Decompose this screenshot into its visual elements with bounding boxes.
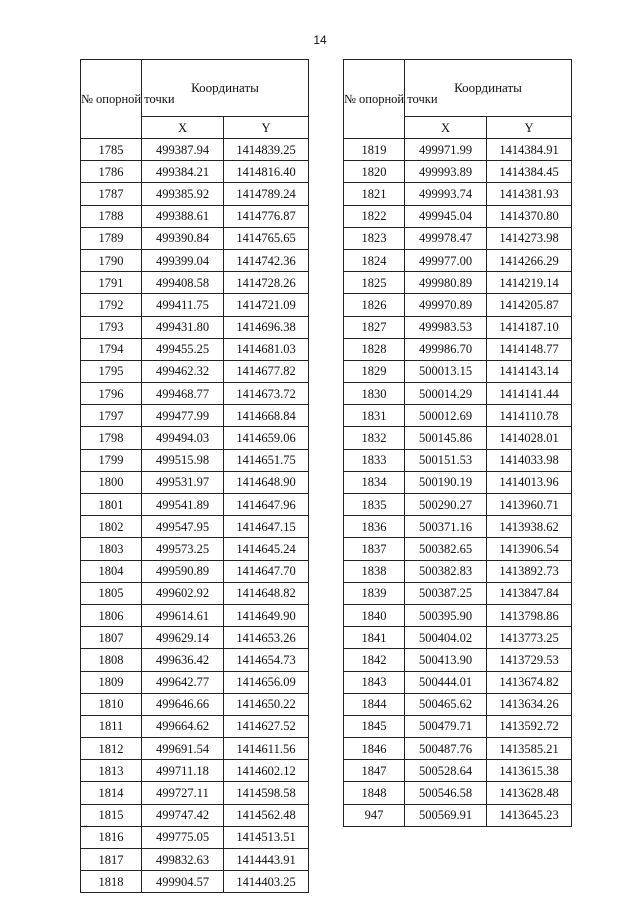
point-number-cell: 1838 — [344, 560, 405, 582]
table-row — [344, 760, 572, 782]
table-row — [81, 826, 309, 848]
x-coordinate-cell: 499775.05 — [142, 826, 224, 848]
table-row — [344, 649, 572, 671]
x-coordinate-cell: 499945.04 — [405, 205, 487, 227]
x-coordinate-cell: 499455.25 — [142, 338, 224, 360]
y-coordinate-cell: 1414839.25 — [224, 139, 309, 161]
y-coordinate-cell: 1414273.98 — [487, 227, 572, 249]
x-coordinate-cell: 499494.03 — [142, 427, 224, 449]
x-coordinate-cell: 500014.29 — [405, 383, 487, 405]
point-number-cell: 1813 — [81, 760, 142, 782]
table-row — [81, 205, 309, 227]
y-coordinate-cell: 1414028.01 — [487, 427, 572, 449]
table-row — [81, 405, 309, 427]
y-coordinate-cell: 1414219.14 — [487, 272, 572, 294]
y-coordinate-cell: 1413615.38 — [487, 760, 572, 782]
y-coordinate-cell: 1414789.24 — [224, 183, 309, 205]
point-number-cell: 1791 — [81, 272, 142, 294]
x-coordinate-cell: 499691.54 — [142, 738, 224, 760]
y-coordinate-cell: 1413729.53 — [487, 649, 572, 671]
point-number-cell: 1825 — [344, 272, 405, 294]
y-header: Y — [487, 117, 572, 139]
table-row — [81, 427, 309, 449]
x-coordinate-cell: 500569.91 — [405, 804, 487, 826]
point-number-cell: 1810 — [81, 693, 142, 715]
x-coordinate-cell: 499399.04 — [142, 249, 224, 271]
x-coordinate-cell: 499642.77 — [142, 671, 224, 693]
point-number-cell: 1848 — [344, 782, 405, 804]
x-coordinate-cell: 500404.02 — [405, 627, 487, 649]
table-row — [81, 849, 309, 871]
y-coordinate-cell: 1414742.36 — [224, 249, 309, 271]
x-coordinate-cell: 499832.63 — [142, 849, 224, 871]
x-coordinate-cell: 499411.75 — [142, 294, 224, 316]
point-number-cell: 1840 — [344, 604, 405, 626]
point-number-cell: 1823 — [344, 227, 405, 249]
point-number-cell: 1794 — [81, 338, 142, 360]
x-coordinate-cell: 500444.01 — [405, 671, 487, 693]
table-row — [81, 338, 309, 360]
x-coordinate-cell: 499636.42 — [142, 649, 224, 671]
table-row — [344, 494, 572, 516]
y-coordinate-cell: 1414673.72 — [224, 383, 309, 405]
table-row — [81, 139, 309, 161]
table-row — [344, 294, 572, 316]
y-coordinate-cell: 1414143.14 — [487, 360, 572, 382]
table-row — [344, 249, 572, 271]
point-number-cell: 1808 — [81, 649, 142, 671]
point-number-cell: 1822 — [344, 205, 405, 227]
y-coordinate-cell: 1414370.80 — [487, 205, 572, 227]
table-row — [81, 383, 309, 405]
x-coordinate-cell: 500413.90 — [405, 649, 487, 671]
table-row — [81, 604, 309, 626]
x-coordinate-cell: 499664.62 — [142, 715, 224, 737]
point-number-cell: 1802 — [81, 516, 142, 538]
point-number-cell: 1786 — [81, 161, 142, 183]
x-coordinate-cell: 499385.92 — [142, 183, 224, 205]
point-number-cell: 1785 — [81, 139, 142, 161]
point-number-cell: 1846 — [344, 738, 405, 760]
point-number-cell: 1836 — [344, 516, 405, 538]
y-coordinate-cell: 1413798.86 — [487, 604, 572, 626]
y-coordinate-cell: 1414187.10 — [487, 316, 572, 338]
x-coordinate-cell: 500528.64 — [405, 760, 487, 782]
point-number-cell: 1792 — [81, 294, 142, 316]
x-coordinate-cell: 499390.84 — [142, 227, 224, 249]
y-coordinate-cell: 1414765.65 — [224, 227, 309, 249]
y-coordinate-cell: 1414647.15 — [224, 516, 309, 538]
table-row — [81, 272, 309, 294]
point-number-cell: 1789 — [81, 227, 142, 249]
table-row — [81, 671, 309, 693]
point-number-cell: 1797 — [81, 405, 142, 427]
table-row — [344, 738, 572, 760]
table-row — [344, 782, 572, 804]
point-number-cell: 1818 — [81, 871, 142, 893]
table-row — [344, 582, 572, 604]
x-coordinate-cell: 499547.95 — [142, 516, 224, 538]
x-coordinate-cell: 500387.25 — [405, 582, 487, 604]
table-row — [344, 205, 572, 227]
x-coordinate-cell: 500395.90 — [405, 604, 487, 626]
point-number-cell: 1816 — [81, 826, 142, 848]
table-row — [344, 538, 572, 560]
y-coordinate-cell: 1414562.48 — [224, 804, 309, 826]
x-coordinate-cell: 499462.32 — [142, 360, 224, 382]
y-coordinate-cell: 1414205.87 — [487, 294, 572, 316]
point-number-cell: 1811 — [81, 715, 142, 737]
x-coordinate-cell: 499727.11 — [142, 782, 224, 804]
x-coordinate-cell: 499977.00 — [405, 249, 487, 271]
x-coordinate-cell: 500371.16 — [405, 516, 487, 538]
x-coordinate-cell: 499993.89 — [405, 161, 487, 183]
point-number-cell: 1790 — [81, 249, 142, 271]
table-row — [81, 449, 309, 471]
point-number-cell: 1832 — [344, 427, 405, 449]
point-number-cell: 1799 — [81, 449, 142, 471]
x-coordinate-cell: 500012.69 — [405, 405, 487, 427]
point-number-cell: 1827 — [344, 316, 405, 338]
table-body — [81, 139, 309, 893]
x-header: X — [405, 117, 487, 139]
x-coordinate-cell: 499384.21 — [142, 161, 224, 183]
x-coordinate-cell: 500382.65 — [405, 538, 487, 560]
table-row — [344, 405, 572, 427]
table-row — [81, 627, 309, 649]
y-coordinate-cell: 1413585.21 — [487, 738, 572, 760]
y-coordinate-cell: 1414659.06 — [224, 427, 309, 449]
point-number-cell: 1842 — [344, 649, 405, 671]
point-number-cell: 1803 — [81, 538, 142, 560]
y-coordinate-cell: 1414677.82 — [224, 360, 309, 382]
y-coordinate-cell: 1414728.26 — [224, 272, 309, 294]
x-coordinate-cell: 500465.62 — [405, 693, 487, 715]
point-number-cell: 1787 — [81, 183, 142, 205]
point-number-cell: 1841 — [344, 627, 405, 649]
table-row — [81, 494, 309, 516]
point-number-cell: 1833 — [344, 449, 405, 471]
table-row — [344, 161, 572, 183]
point-number-cell: 1831 — [344, 405, 405, 427]
y-coordinate-cell: 1414443.91 — [224, 849, 309, 871]
x-coordinate-cell: 499970.89 — [405, 294, 487, 316]
table-row — [81, 582, 309, 604]
table-row — [81, 316, 309, 338]
point-number-cell: 1817 — [81, 849, 142, 871]
table-body — [344, 139, 572, 827]
y-coordinate-cell: 1413847.84 — [487, 582, 572, 604]
y-coordinate-cell: 1413960.71 — [487, 494, 572, 516]
y-header: Y — [224, 117, 309, 139]
y-coordinate-cell: 1414776.87 — [224, 205, 309, 227]
point-number-cell: 1804 — [81, 560, 142, 582]
point-number-cell: 1829 — [344, 360, 405, 382]
point-number-cell: 1844 — [344, 693, 405, 715]
y-coordinate-cell: 1414816.40 — [224, 161, 309, 183]
point-number-cell: 1821 — [344, 183, 405, 205]
table-row — [81, 294, 309, 316]
point-number-cell: 1824 — [344, 249, 405, 271]
table-row — [344, 183, 572, 205]
page-number: 14 — [313, 33, 327, 47]
coordinates-table-right — [343, 59, 572, 827]
table-row — [81, 183, 309, 205]
y-coordinate-cell: 1414649.90 — [224, 604, 309, 626]
x-coordinate-cell: 500151.53 — [405, 449, 487, 471]
y-coordinate-cell: 1413906.54 — [487, 538, 572, 560]
y-coordinate-cell: 1414381.93 — [487, 183, 572, 205]
y-coordinate-cell: 1414651.75 — [224, 449, 309, 471]
x-coordinate-cell: 499388.61 — [142, 205, 224, 227]
x-coordinate-cell: 499515.98 — [142, 449, 224, 471]
table-row — [81, 738, 309, 760]
y-coordinate-cell: 1414627.52 — [224, 715, 309, 737]
x-coordinate-cell: 500290.27 — [405, 494, 487, 516]
y-coordinate-cell: 1414645.24 — [224, 538, 309, 560]
x-coordinate-cell: 499747.42 — [142, 804, 224, 826]
y-coordinate-cell: 1414013.96 — [487, 471, 572, 493]
coordinates-table-left — [80, 59, 309, 893]
table-row — [81, 516, 309, 538]
y-coordinate-cell: 1414647.70 — [224, 560, 309, 582]
x-coordinate-cell: 499614.61 — [142, 604, 224, 626]
x-coordinate-cell: 499986.70 — [405, 338, 487, 360]
y-coordinate-cell: 1414598.58 — [224, 782, 309, 804]
y-coordinate-cell: 1414141.44 — [487, 383, 572, 405]
y-coordinate-cell: 1414721.09 — [224, 294, 309, 316]
point-number-cell: 1843 — [344, 671, 405, 693]
point-number-cell: 1807 — [81, 627, 142, 649]
x-coordinate-cell: 499468.77 — [142, 383, 224, 405]
point-number-cell: 1830 — [344, 383, 405, 405]
point-number-cell: 1805 — [81, 582, 142, 604]
y-coordinate-cell: 1413592.72 — [487, 715, 572, 737]
y-coordinate-cell: 1414653.26 — [224, 627, 309, 649]
y-coordinate-cell: 1414384.91 — [487, 139, 572, 161]
table-row — [344, 604, 572, 626]
point-number-cell: 1800 — [81, 471, 142, 493]
y-coordinate-cell: 1414668.84 — [224, 405, 309, 427]
x-coordinate-cell: 499983.53 — [405, 316, 487, 338]
table-row — [344, 338, 572, 360]
table-row — [81, 715, 309, 737]
table-row — [344, 627, 572, 649]
table-row — [344, 715, 572, 737]
point-number-cell: 1796 — [81, 383, 142, 405]
table-row — [81, 782, 309, 804]
footnote-mark: " — [84, 824, 88, 833]
table-row — [81, 161, 309, 183]
point-number-cell: 1819 — [344, 139, 405, 161]
table-row — [344, 427, 572, 449]
y-coordinate-cell: 1413645.23 — [487, 804, 572, 826]
table-row — [81, 760, 309, 782]
y-coordinate-cell: 1414148.77 — [487, 338, 572, 360]
x-coordinate-cell: 500382.83 — [405, 560, 487, 582]
y-coordinate-cell: 1414654.73 — [224, 649, 309, 671]
x-coordinate-cell: 499711.18 — [142, 760, 224, 782]
point-number-cell: 1826 — [344, 294, 405, 316]
table-row — [344, 804, 572, 826]
coordinates-header: Координаты — [142, 60, 309, 117]
point-number-cell: 1828 — [344, 338, 405, 360]
x-coordinate-cell: 499971.99 — [405, 139, 487, 161]
y-coordinate-cell: 1413634.26 — [487, 693, 572, 715]
y-coordinate-cell: 1414648.90 — [224, 471, 309, 493]
table-row — [81, 560, 309, 582]
y-coordinate-cell: 1413674.82 — [487, 671, 572, 693]
x-coordinate-cell: 499629.14 — [142, 627, 224, 649]
x-coordinate-cell: 499978.47 — [405, 227, 487, 249]
y-coordinate-cell: 1414403.25 — [224, 871, 309, 893]
table-row — [81, 693, 309, 715]
point-number-cell: 1798 — [81, 427, 142, 449]
x-coordinate-cell: 500546.58 — [405, 782, 487, 804]
table-row — [81, 538, 309, 560]
point-number-cell: 1835 — [344, 494, 405, 516]
y-coordinate-cell: 1414650.22 — [224, 693, 309, 715]
table-row — [344, 693, 572, 715]
x-coordinate-cell: 500190.19 — [405, 471, 487, 493]
table-row — [81, 804, 309, 826]
y-coordinate-cell: 1414648.82 — [224, 582, 309, 604]
table-row — [344, 272, 572, 294]
x-coordinate-cell: 499477.99 — [142, 405, 224, 427]
y-coordinate-cell: 1414384.45 — [487, 161, 572, 183]
x-coordinate-cell: 500145.86 — [405, 427, 487, 449]
x-header: X — [142, 117, 224, 139]
table-row — [81, 649, 309, 671]
x-coordinate-cell: 500479.71 — [405, 715, 487, 737]
point-number-cell: 1812 — [81, 738, 142, 760]
table-row — [344, 471, 572, 493]
point-number-cell: 1795 — [81, 360, 142, 382]
x-coordinate-cell: 499541.89 — [142, 494, 224, 516]
point-number-cell: 1815 — [81, 804, 142, 826]
point-number-cell: 1814 — [81, 782, 142, 804]
table-row — [344, 383, 572, 405]
table-row — [344, 516, 572, 538]
point-number-cell: 1834 — [344, 471, 405, 493]
table-row — [344, 560, 572, 582]
y-coordinate-cell: 1414513.51 — [224, 826, 309, 848]
y-coordinate-cell: 1414696.38 — [224, 316, 309, 338]
y-coordinate-cell: 1414656.09 — [224, 671, 309, 693]
point-number-cell: 1801 — [81, 494, 142, 516]
table-row — [81, 249, 309, 271]
point-number-cell: 1806 — [81, 604, 142, 626]
x-coordinate-cell: 499993.74 — [405, 183, 487, 205]
x-coordinate-cell: 499646.66 — [142, 693, 224, 715]
x-coordinate-cell: 499904.57 — [142, 871, 224, 893]
x-coordinate-cell: 500487.76 — [405, 738, 487, 760]
x-coordinate-cell: 499531.97 — [142, 471, 224, 493]
x-coordinate-cell: 499408.58 — [142, 272, 224, 294]
point-number-cell: 1809 — [81, 671, 142, 693]
point-number-cell: 1845 — [344, 715, 405, 737]
x-coordinate-cell: 500013.15 — [405, 360, 487, 382]
x-coordinate-cell: 499602.92 — [142, 582, 224, 604]
point-number-cell: 1847 — [344, 760, 405, 782]
coordinates-header: Координаты — [405, 60, 572, 117]
y-coordinate-cell: 1414110.78 — [487, 405, 572, 427]
point-number-header: № опорной точки — [81, 60, 142, 139]
table-row — [81, 871, 309, 893]
y-coordinate-cell: 1413938.62 — [487, 516, 572, 538]
table-row — [81, 227, 309, 249]
table-row — [344, 360, 572, 382]
table-row — [81, 360, 309, 382]
y-coordinate-cell: 1414647.96 — [224, 494, 309, 516]
y-coordinate-cell: 1414681.03 — [224, 338, 309, 360]
point-number-cell: 1788 — [81, 205, 142, 227]
y-coordinate-cell: 1413628.48 — [487, 782, 572, 804]
point-number-cell: 1839 — [344, 582, 405, 604]
point-number-cell: 1837 — [344, 538, 405, 560]
table-row — [81, 471, 309, 493]
y-coordinate-cell: 1413892.73 — [487, 560, 572, 582]
y-coordinate-cell: 1414602.12 — [224, 760, 309, 782]
table-row — [344, 139, 572, 161]
x-coordinate-cell: 499573.25 — [142, 538, 224, 560]
point-number-cell: 1820 — [344, 161, 405, 183]
x-coordinate-cell: 499387.94 — [142, 139, 224, 161]
y-coordinate-cell: 1414611.56 — [224, 738, 309, 760]
y-coordinate-cell: 1413773.25 — [487, 627, 572, 649]
table-row — [344, 227, 572, 249]
point-number-cell: 1793 — [81, 316, 142, 338]
point-number-header: № опорной точки — [344, 60, 405, 139]
table-row — [344, 449, 572, 471]
y-coordinate-cell: 1414033.98 — [487, 449, 572, 471]
x-coordinate-cell: 499431.80 — [142, 316, 224, 338]
table-row — [344, 671, 572, 693]
x-coordinate-cell: 499980.89 — [405, 272, 487, 294]
point-number-cell: 947 — [344, 804, 405, 826]
table-row — [344, 316, 572, 338]
y-coordinate-cell: 1414266.29 — [487, 249, 572, 271]
x-coordinate-cell: 499590.89 — [142, 560, 224, 582]
